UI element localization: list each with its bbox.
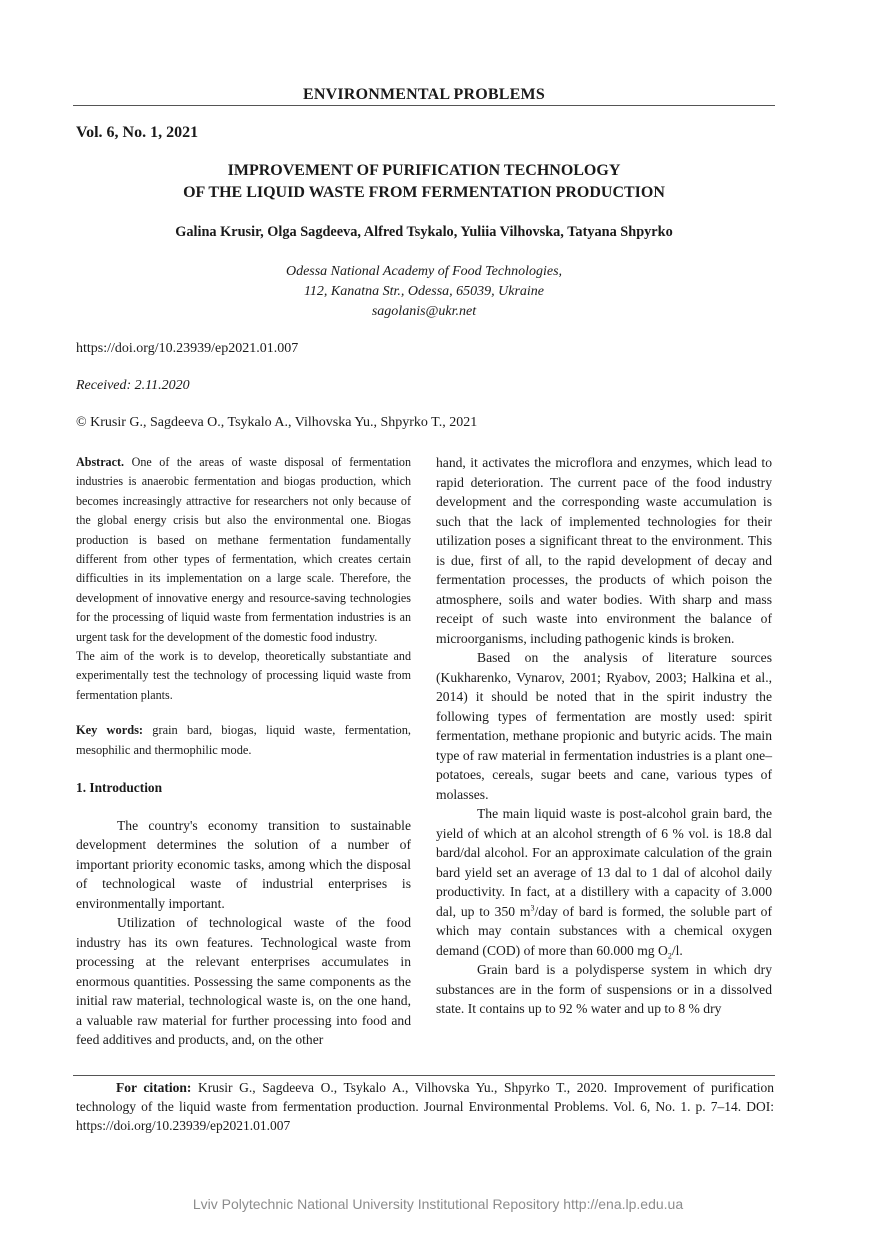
affiliation-address: 112, Kanatna Str., Odessa, 65039, Ukraine <box>303 284 545 299</box>
abstract-paragraph <box>76 453 411 647</box>
repository-footer: Lviv Polytechnic National University Institutional Repository http://ena.lp.edu.ua <box>192 1196 684 1212</box>
intro-paragraph-4: Based on the analysis of literature sources (Kukharenko, Vynarov, 2001; Ryabov, 2003; Halkina et al., 2014) it should be noted that in the spirit industry the following types of fermentation are mostly used: spirit fermentation, methane propionic and butyric acids. The main type of raw material in fermentation industries is a plant one–potatoes, cereals, sugar beets and cane, various types of molasses. <box>436 650 772 802</box>
superscript: 3 <box>530 902 535 912</box>
citation-text: Krusir G., Sagdeeva O., Tsykalo A., Vilhovska Yu., Shpyrko T., 2020. Improvement of purification technology of the liquid waste from fermentation production. Journal Environmental Problems. Vol. 6, No. 1. p. 7–14. DOI: https://doi.org/10.23939/ep2021.01.007 <box>76 1080 775 1133</box>
citation-divider <box>73 1075 775 1076</box>
aim-paragraph: The aim of the work is to develop, theoretically substantiate and experimentally test the technology of processing liquid waste from fermentation plants. <box>76 649 411 702</box>
paragraph-text: The main liquid waste is post-alcohol grain bard, the yield of which at an alcohol strength of 6 % vol. is 18.8 dal bard/dal alcohol. For an approximate calculation of the grain bard yield set an average of 13 dal to 1 dal of alcohol daily productivity. In fact, at a distillery with a capacity of 3.000 dal, up to 350 m <box>436 806 772 919</box>
intro-paragraph-5 <box>436 804 772 960</box>
keywords-label: Key words: <box>76 723 144 738</box>
abstract-label: Abstract. <box>76 455 125 469</box>
received-date: Received: 2.11.2020 <box>76 378 190 393</box>
intro-paragraph-2: Utilization of technological waste of the food industry has its own features. Technological waste from processing at the relevant enterprises accumulates in enormous quantities. Possessing the same components as the initial raw material, technological waste is, on the one hand, a valuable raw material for further processing into food and feed additives and products, and, on the other <box>76 915 411 1048</box>
right-column <box>436 453 772 1019</box>
doi-link[interactable]: https://doi.org/10.23939/ep2021.01.007 <box>76 341 299 356</box>
left-column <box>76 453 411 1050</box>
section-heading-introduction: 1. Introduction <box>76 780 163 796</box>
volume-info: Vol. 6, No. 1, 2021 <box>76 124 199 141</box>
copyright-notice: © Krusir G., Sagdeeva O., Tsykalo A., Vilhovska Yu., Shpyrko T., 2021 <box>76 415 478 430</box>
contact-email[interactable]: sagolanis@ukr.net <box>371 304 477 319</box>
intro-paragraph-3: hand, it activates the microflora and enzymes, which lead to rapid deterioration. The current pace of the food industry development and the corresponding waste accumulation is such that the lack of implemented technologies for their utilization poses a significant threat to the environment. This is due, first of all, to the rapid development of decay and fermentation processes, the products of which poison the atmosphere, soils and water bodies. With sharp and mass receipt of such waste into environment the balance of microorganisms, including pathogenic kinds is broken. <box>436 455 772 646</box>
header-divider <box>73 105 775 106</box>
abstract-text: One of the areas of waste disposal of fermentation industries is anaerobic fermentation and biogas production, which becomes increasingly attractive for researchers not only because of the global energy crisis but also the environmental one. Biogas production is based on methane fermentation fundamentally different from other types of fermentation, which creates certain difficulties in its implementation on a large scale. Therefore, the development of innovative energy and resource-saving technologies for the processing of liquid waste from fermentation industries is an urgent task for the development of the domestic food industry. <box>76 455 411 644</box>
citation-label: For citation: <box>116 1080 192 1095</box>
affiliation-institution: Odessa National Academy of Food Technologies, <box>285 264 563 279</box>
journal-name: ENVIRONMENTAL PROBLEMS <box>303 86 545 103</box>
keywords-paragraph <box>76 721 411 760</box>
article-title <box>73 160 775 204</box>
intro-paragraph-1: The country's economy transition to sustainable development determines the solution of a number of important priority economic tasks, among which the disposal of technological waste of industrial enterprises is environmentally important. <box>76 817 411 911</box>
affiliation <box>73 262 775 322</box>
author-list: Galina Krusir, Olga Sagdeeva, Alfred Tsykalo, Yuliia Vilhovska, Tatyana Shpyrko <box>175 224 673 240</box>
citation-block <box>76 1078 774 1135</box>
intro-paragraph-6: Grain bard is a polydisperse system in which dry substances are in the form of suspensions or in a dissolved state. It contains up to 92 % water and up to 8 % dry <box>436 962 772 1016</box>
subscript: 2 <box>667 951 672 961</box>
article-title-line-2: OF THE LIQUID WASTE FROM FERMENTATION PRODUCTION <box>183 184 665 201</box>
paragraph-text: /l. <box>671 942 683 958</box>
keywords-text: grain bard, biogas, liquid waste, fermentation, mesophilic and thermophilic mode. <box>76 723 411 757</box>
paragraph-text: /day of bard is formed, the soluble part of which may contain substances with a chemical oxygen demand (COD) of more than 60.000 mg O <box>436 903 773 958</box>
article-title-line-1: IMPROVEMENT OF PURIFICATION TECHNOLOGY <box>227 162 621 179</box>
